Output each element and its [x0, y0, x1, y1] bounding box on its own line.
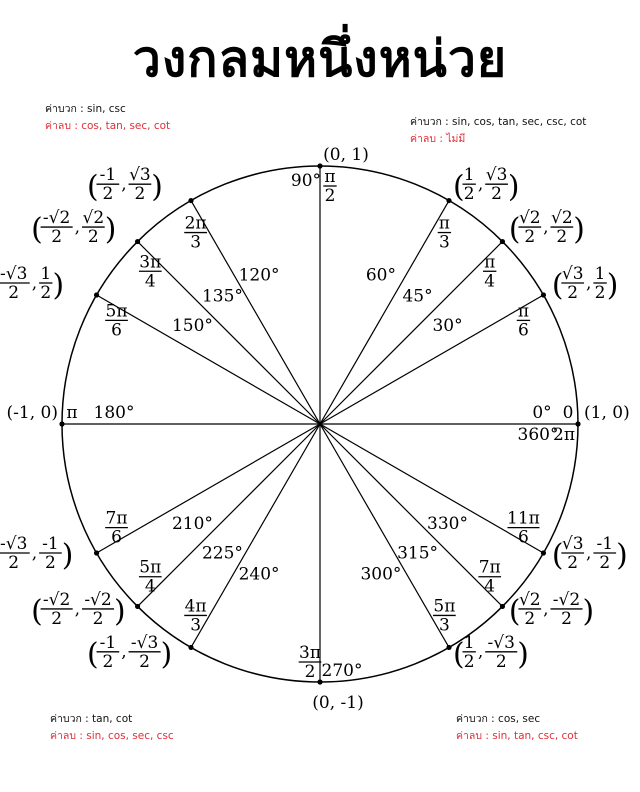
quadrant-3-positive: ค่าบวก : tan, cot: [50, 713, 133, 725]
angle-300-point: [446, 645, 451, 650]
angle-135-spoke: [138, 242, 320, 424]
angle-30-coordinate-y-denominator: 2: [594, 283, 606, 303]
angle-90-point: [317, 163, 322, 168]
angle-330-coordinate-x-numerator: √3: [561, 534, 584, 554]
angle-120-coordinate-open-paren: (: [87, 169, 99, 205]
angle-225-coordinate-y: [82, 590, 114, 629]
angle-225-point: [135, 604, 140, 609]
angle-135-point: [135, 239, 140, 244]
page-title: วงกลมหนึ่งหน่วย: [132, 30, 508, 88]
angle-60-radian-label-denominator: 3: [438, 232, 450, 253]
angle-150-coordinate: [0, 264, 64, 303]
angle-120-coordinate-x-numerator: -1: [99, 165, 117, 186]
angle-135-coordinate-comma: ,: [74, 217, 81, 238]
angle-90-radian-label-numerator: π: [324, 167, 336, 187]
angle-0-degree-label: 0°: [532, 403, 552, 423]
angle-270-degree-label: 270°: [321, 661, 363, 681]
angle-210-degree-label: 210°: [171, 514, 213, 535]
angle-240-degree-label: 240°: [238, 564, 280, 585]
angle-120-coordinate-y: [129, 165, 152, 204]
quadrant-1-negative: ค่าลบ : ไม่มี: [410, 133, 466, 145]
angle-300-radian-label-denominator: 3: [438, 615, 450, 636]
angle-60-radian-label-numerator: π: [438, 213, 450, 234]
angle-300-coordinate-comma: ,: [477, 642, 484, 663]
angle-315-coordinate-open-paren: (: [508, 594, 521, 630]
angle-210-coordinate-y: [39, 534, 62, 573]
angle-45-coordinate-x-denominator: 2: [524, 227, 536, 248]
angle-180-radian-label: π: [66, 403, 78, 423]
angle-0-degree-label-2: 360°: [517, 425, 559, 445]
angle-30-radian-label: [517, 301, 530, 340]
angle-240-radian-label-numerator: 4π: [184, 596, 207, 617]
angle-300-coordinate-y-numerator: -√3: [487, 632, 515, 653]
angle-210-radian-label-numerator: 7π: [105, 508, 128, 529]
angle-315-radian-label-denominator: 4: [484, 576, 496, 597]
angle-210-radian-label: [105, 509, 128, 548]
angle-120-coordinate-x-denominator: 2: [102, 184, 114, 205]
angle-240-coordinate-x: [97, 633, 120, 672]
angle-45-coordinate: [509, 208, 585, 247]
angle-60-coordinate-x: [463, 165, 476, 204]
quadrant-4-positive: ค่าบวก : cos, sec: [456, 713, 541, 725]
angle-90-radian-label: [323, 167, 336, 206]
angle-45-coordinate-open-paren: (: [508, 212, 521, 248]
angle-330-coordinate-y: [593, 534, 616, 573]
angle-210-coordinate-x: [0, 534, 30, 573]
angle-270-radian-label-numerator: 3π: [299, 643, 321, 663]
angle-225-radian-label-numerator: 5π: [139, 557, 162, 578]
angle-120-coordinate-close-paren: ): [151, 169, 163, 205]
angle-135-coordinate-x-denominator: 2: [51, 227, 63, 248]
angle-60-point: [446, 198, 451, 203]
angle-315-coordinate-close-paren: ): [582, 594, 595, 630]
angle-60-radian-label: [438, 214, 451, 253]
angle-315-coordinate-y-denominator: 2: [561, 608, 572, 629]
angle-0-coordinate: (1, 0): [584, 403, 630, 423]
angle-300-coordinate-x: [463, 633, 476, 672]
angle-60-degree-label: 60°: [365, 265, 396, 286]
angle-60-coordinate-open-paren: (: [453, 169, 465, 205]
angle-135-coordinate-open-paren: (: [31, 212, 43, 248]
angle-45-radian-label-denominator: 4: [484, 271, 496, 292]
angle-210-coordinate-comma: ,: [31, 543, 38, 564]
angle-300-coordinate: [453, 633, 529, 672]
angle-150-radian-label: [105, 301, 128, 340]
angle-150-coordinate-close-paren: ): [52, 268, 65, 304]
angle-120-spoke: [191, 201, 320, 424]
angle-45-degree-label: 45°: [402, 286, 433, 307]
angle-210-point: [94, 550, 99, 555]
angle-300-coordinate-y-denominator: 2: [495, 651, 507, 672]
angle-300-spoke: [320, 424, 449, 647]
angle-90-radian-label-denominator: 2: [324, 186, 336, 206]
angle-120-degree-label: 120°: [238, 265, 280, 286]
quadrant-4-negative: ค่าลบ : sin, tan, csc, cot: [456, 730, 578, 742]
angle-120-radian-label-numerator: 2π: [184, 213, 207, 234]
angle-315-coordinate-x-denominator: 2: [524, 608, 536, 629]
angle-225-coordinate-close-paren: ): [114, 594, 126, 630]
angle-45-radian-label-numerator: π: [484, 252, 496, 273]
angle-30-degree-label: 30°: [432, 315, 463, 336]
angle-30-coordinate-x: [561, 264, 584, 303]
angle-315-degree-label: 315°: [397, 543, 439, 564]
angle-240-spoke: [191, 424, 320, 647]
angle-45-point: [500, 239, 505, 244]
angle-45-coordinate-y: [550, 208, 573, 247]
angle-0-point: [575, 421, 580, 426]
angle-330-coordinate-y-denominator: 2: [599, 553, 611, 573]
angle-240-coordinate-comma: ,: [121, 642, 127, 663]
angle-120-coordinate-y-numerator: √3: [129, 165, 151, 186]
angle-150-coordinate-x-numerator: -√3: [0, 264, 28, 284]
angle-120-coordinate: [87, 165, 163, 204]
angle-135-degree-label: 135°: [201, 286, 243, 307]
angle-330-degree-label: 330°: [427, 514, 469, 535]
angle-225-coordinate-comma: ,: [74, 599, 81, 620]
angle-30-radian-label-denominator: 6: [518, 320, 529, 341]
angle-300-coordinate-close-paren: ): [517, 636, 529, 672]
angle-300-radian-label: [433, 596, 456, 635]
angle-135-coordinate-x-numerator: -√2: [42, 208, 71, 229]
angle-30-coordinate-open-paren: (: [551, 268, 564, 304]
angle-150-degree-label: 150°: [171, 315, 213, 336]
angle-120-point: [188, 198, 193, 203]
angle-30-point: [541, 292, 546, 297]
angle-180-point: [59, 421, 64, 426]
angle-240-coordinate-close-paren: ): [160, 636, 173, 672]
quadrant-3-negative: ค่าลบ : sin, cos, sec, csc: [50, 730, 174, 742]
angle-90-degree-label: 90°: [290, 171, 322, 191]
angle-315-radian-label: [478, 558, 501, 597]
angle-135-coordinate-x: [41, 208, 73, 247]
angle-315-spoke: [320, 424, 502, 606]
angle-30-spoke: [320, 295, 543, 424]
angle-45-coordinate-x-numerator: √2: [518, 208, 541, 229]
angle-30-coordinate-y-numerator: 1: [594, 264, 606, 284]
angle-315-coordinate-x-numerator: √2: [518, 589, 541, 610]
angle-30-coordinate-y: [593, 264, 606, 303]
angle-45-coordinate-comma: ,: [543, 217, 549, 238]
angle-240-coordinate-x-numerator: -1: [99, 632, 117, 653]
angle-210-coordinate-close-paren: ): [61, 538, 74, 574]
angle-210-coordinate-y-denominator: 2: [45, 553, 56, 573]
angle-330-point: [541, 550, 546, 555]
angle-270-coordinate: (0, -1): [312, 693, 364, 713]
angle-270-radian-label: [299, 643, 322, 682]
angle-225-coordinate: [31, 590, 126, 629]
angle-225-radian-label: [139, 558, 162, 597]
angle-315-coordinate-y-numerator: -√2: [552, 589, 581, 610]
angle-0-radian-label-2: 2π: [553, 425, 575, 445]
angle-315-coordinate: [509, 590, 594, 629]
angle-330-coordinate: [552, 534, 628, 573]
angle-45-radian-label: [483, 252, 496, 291]
angle-150-radian-label-numerator: 5π: [105, 301, 128, 322]
quadrant-2-negative: ค่าลบ : cos, tan, sec, cot: [45, 120, 171, 132]
angle-60-spoke: [320, 201, 449, 424]
angle-315-coordinate-comma: ,: [543, 599, 549, 620]
angle-330-radian-label-denominator: 6: [518, 527, 529, 548]
angle-120-coordinate-y-denominator: 2: [134, 184, 146, 205]
angle-135-radian-label-denominator: 4: [144, 271, 156, 292]
angle-0-radian-label: 0: [562, 403, 574, 423]
angle-150-coordinate-y: [39, 264, 52, 303]
angle-225-coordinate-x-numerator: -√2: [42, 589, 71, 610]
angle-315-coordinate-y: [550, 590, 582, 629]
angle-90-coordinate: (0, 1): [323, 145, 369, 165]
angle-225-coordinate-x: [41, 590, 73, 629]
angle-210-radian-label-denominator: 6: [111, 527, 122, 548]
angle-60-coordinate-comma: ,: [477, 174, 484, 195]
angle-240-coordinate-open-paren: (: [87, 636, 99, 672]
angle-300-coordinate-x-denominator: 2: [463, 651, 475, 672]
angle-225-coordinate-y-numerator: -√2: [84, 589, 112, 610]
angle-330-radian-label-numerator: 11π: [507, 508, 540, 529]
angle-45-coordinate-y-numerator: √2: [551, 208, 573, 229]
angle-45-coordinate-x: [518, 208, 541, 247]
angle-150-radian-label-denominator: 6: [111, 320, 122, 341]
angle-45-coordinate-y-denominator: 2: [556, 227, 568, 248]
angle-315-point: [500, 604, 505, 609]
angle-135-coordinate-close-paren: ): [104, 212, 117, 248]
angle-135-coordinate-y: [82, 208, 105, 247]
angle-135-coordinate-y-denominator: 2: [87, 227, 99, 248]
angle-150-coordinate-x: [0, 264, 30, 303]
angle-240-coordinate-y-numerator: -√3: [130, 632, 159, 653]
angle-330-coordinate-x: [561, 534, 584, 573]
angle-240-point: [188, 645, 193, 650]
angle-225-degree-label: 225°: [201, 543, 243, 564]
angle-150-coordinate-y-denominator: 2: [40, 283, 52, 303]
angle-240-radian-label-denominator: 3: [190, 615, 202, 636]
angle-240-coordinate: [87, 633, 172, 672]
angle-240-coordinate-y: [129, 633, 161, 672]
angle-315-coordinate-x: [518, 590, 541, 629]
angle-225-coordinate-y-denominator: 2: [92, 608, 104, 629]
angle-120-radian-label-denominator: 3: [190, 232, 202, 253]
angle-330-radian-label: [507, 509, 540, 548]
angle-330-coordinate-x-denominator: 2: [567, 553, 579, 573]
angle-210-coordinate: [0, 534, 73, 573]
angle-30-coordinate-x-numerator: √3: [561, 264, 584, 284]
angle-330-coordinate-open-paren: (: [551, 538, 564, 574]
angle-300-coordinate-y: [485, 633, 517, 672]
angle-240-coordinate-x-denominator: 2: [102, 651, 114, 672]
angle-135-coordinate: [31, 208, 116, 247]
angle-210-coordinate-y-numerator: -1: [42, 534, 59, 554]
angle-180-coordinate: (-1, 0): [6, 403, 58, 423]
angle-60-coordinate-close-paren: ): [507, 169, 520, 205]
angle-150-coordinate-comma: ,: [31, 273, 38, 294]
angle-135-coordinate-y-numerator: √2: [82, 208, 105, 229]
angle-210-coordinate-x-numerator: -√3: [0, 534, 28, 554]
angle-135-radian-label: [139, 252, 162, 291]
angle-60-coordinate-y-denominator: 2: [491, 184, 502, 205]
angle-30-radian-label-numerator: π: [517, 301, 530, 322]
angle-60-coordinate-x-denominator: 2: [463, 184, 475, 205]
angle-135-radian-label-numerator: 3π: [139, 252, 162, 273]
angle-180-degree-label: 180°: [93, 403, 135, 423]
angle-315-radian-label-numerator: 7π: [478, 557, 501, 578]
angle-240-radian-label: [184, 596, 207, 635]
angle-225-spoke: [138, 424, 320, 606]
angle-30-coordinate-close-paren: ): [606, 268, 619, 304]
angle-225-coordinate-open-paren: (: [31, 594, 43, 630]
angle-300-coordinate-x-numerator: 1: [463, 632, 475, 653]
angle-300-coordinate-open-paren: (: [453, 636, 465, 672]
angle-60-coordinate: [453, 165, 520, 204]
angle-60-coordinate-x-numerator: 1: [463, 165, 475, 186]
quadrant-2-positive: ค่าบวก : sin, csc: [45, 103, 126, 115]
quadrant-1-positive: ค่าบวก : sin, cos, tan, sec, csc, cot: [410, 116, 587, 128]
angle-150-point: [94, 292, 99, 297]
angle-60-coordinate-y: [485, 165, 508, 204]
angle-30-coordinate-x-denominator: 2: [567, 283, 579, 303]
angle-330-coordinate-close-paren: ): [616, 538, 628, 574]
angle-330-coordinate-y-numerator: -1: [596, 534, 614, 554]
angle-120-coordinate-x: [97, 165, 120, 204]
angle-225-coordinate-x-denominator: 2: [51, 608, 63, 629]
angle-60-coordinate-y-numerator: √3: [485, 165, 508, 186]
angle-210-coordinate-x-denominator: 2: [8, 553, 20, 573]
angle-120-radian-label: [184, 214, 207, 253]
angle-240-coordinate-y-denominator: 2: [139, 651, 151, 672]
angle-150-coordinate-y-numerator: 1: [40, 264, 52, 284]
angle-300-radian-label-numerator: 5π: [433, 596, 456, 617]
angle-150-coordinate-x-denominator: 2: [8, 283, 20, 303]
angle-30-coordinate: [552, 264, 619, 303]
angle-225-radian-label-denominator: 4: [144, 576, 156, 597]
angle-30-coordinate-comma: ,: [586, 273, 592, 294]
angle-300-degree-label: 300°: [360, 564, 402, 585]
angle-330-coordinate-comma: ,: [586, 543, 592, 564]
angle-120-coordinate-comma: ,: [121, 174, 127, 195]
angle-45-spoke: [320, 242, 502, 424]
angle-45-coordinate-close-paren: ): [573, 212, 585, 248]
angle-270-radian-label-denominator: 2: [304, 662, 316, 682]
